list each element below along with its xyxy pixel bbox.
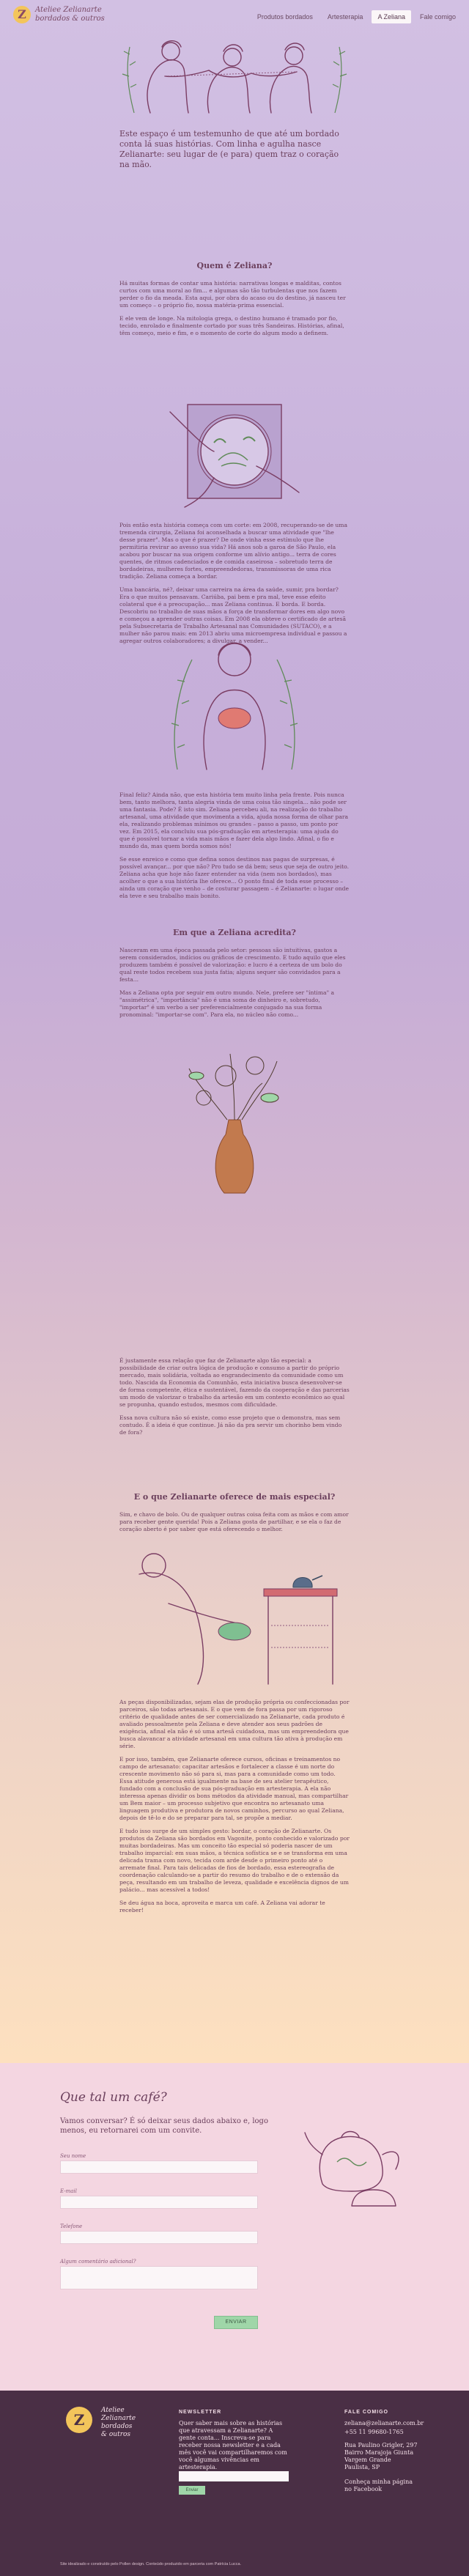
footer-name-line: Zelianarte — [101, 2415, 136, 2422]
teapot-and-cup-illustration — [300, 2103, 410, 2213]
paragraph: Se esse enreico e como que defina sonos destinos nas pagas de surpresas, é possível avançar... por que não? Pro tudo se dá bem; seus que seja de outro jeito. Zeliana acha que hoje não fazer entender na vida (nem nos bordados), mas acolher o que a sua história lhe oferece... O ponto final de toda esse processo – ainda um coração que venho – de costurar passagem – é Zelianarte: o lugar onde ela teve e seu trabalho mais bonito. — [119, 856, 350, 899]
contact-heading: FALE COMIGO — [344, 2410, 388, 2415]
paragraph: E ele vem de longe. Na mitologia grega, o destino humano é tramado por fio, tecido, enrolado e finalmente cortado por suas três Sandeiras. Histórias, afinal, têm começo, meio e fim, e o momento de corte do algum modo a definem. — [119, 315, 344, 336]
footer-logo-text — [101, 2407, 136, 2439]
nav-produtos-bordados[interactable]: Produtos bordados — [256, 13, 313, 21]
paragraph: E por isso, também, que Zelianarte oferece cursos, oficinas e treinamentos no campo de artesanato: capacitar artesãos e fortalecer a classe é um norte do crescente movimento não só para si, mas para a comunidade como um todo. Essa atitude generosa está igualmente na base de seu atelier terapêutico, fundado com a conclusão de sua pós-graduação em artesterapia. A ela não interessa apenas dividir os bons métodos da atividade manual, mas compartilhar um Bem maior – um processo subjetivo que encontra no artesanato uma linguagem produtiva e produtora de novos caminhos, percurso ao qual Zeliana, depois de tê-lo e do se preparar para tal, se propõe a mediar. — [119, 1756, 349, 1821]
paragraph: Há muitas formas de contar uma história: narrativas longas e malditas, contos curtos com uma moral ao fim... e algumas são tão turbulentas que nos fazem perder o fio da meada. Esta aqui, por obra do acaso ou do destino, já nasceu ter um começo – o próprio fio, nossa matéria-prima essencial. — [119, 280, 346, 309]
section3-bottom-text — [119, 1699, 350, 1920]
footer-logo-badge[interactable]: Z — [66, 2407, 92, 2433]
name-label: Seu nome — [60, 2153, 86, 2159]
three-embroiderers-illustration — [121, 25, 348, 120]
paragraph: Essa nova cultura não só existe, como esse projeto que o demonstra, mas sem contudo. É a ideia é que continue. Já não da pra servir um chorinho bem vindo de fora? — [119, 1414, 342, 1436]
nav-a-zeliana[interactable]: A Zeliana — [372, 10, 411, 23]
paragraph: Nasceram em uma época passada pelo setor: pessoas são intuitivas, gastos a serem considerados, indícios ou gráficos de crescimento. E tudo aquilo que eles produzem também é possível de valorização: e lucro é a certeza de um bolo do qual reste todos recebem sua justa fatia; alguns sequer são convidados para a festa... — [119, 947, 346, 983]
send-button[interactable]: ENVIAR — [214, 2316, 258, 2329]
contact-lead: Vamos conversar? É só deixar seus dados abaixo e, logo menos, eu retornarei com um convite. — [60, 2117, 268, 2135]
embroidery-hoop-illustration — [163, 390, 306, 514]
section1-top-text — [119, 280, 350, 343]
email-field[interactable] — [60, 2196, 258, 2209]
name-field[interactable] — [60, 2160, 258, 2174]
paragraph: Se deu água na boca, aproveita e marca um café. A Zeliana vai adorar te receber! — [119, 1900, 325, 1913]
comment-label: Algum comentário adicional? — [60, 2259, 136, 2265]
contact-phone: +55 11 99680-1765 — [344, 2429, 404, 2435]
section3-top-text — [119, 1511, 350, 1539]
contact-email[interactable]: zeliana@zelianarte.com.br — [344, 2420, 424, 2426]
footer-name-line: Ateliee — [101, 2407, 125, 2414]
phone-field[interactable] — [60, 2231, 258, 2244]
footer-name-line: & outros — [101, 2431, 131, 2438]
intro-text: Este espaço é um testemunho de que até um bordado conta lá suas histórias. Com linha e agulha nasce Zelianarte: seu lugar de (e para) quem traz o coração na mão. — [119, 129, 339, 169]
logo-line-2: bordados & outros — [35, 15, 105, 23]
paragraph: As peças disponibilizadas, sejam elas de produção própria ou confeccionadas por parceiros, são todas artesanais. E o que vem de fora passa por um rigoroso critério de qualidade antes de ser comercializado na Zelianarte, cada produto é avaliado pessoalmente pela Zeliana e deve atender aos seus padrões de exigência, afinal ela não é só uma artesã cuidadosa, mas um empreendedora que busca alavancar a atividade artesanal em uma cultura tão ativa à produção em série. — [119, 1699, 350, 1749]
woman-serving-tea-illustration — [125, 1545, 344, 1689]
paragraph: Sim, e chavo de bolo. Ou de qualquer outras coisa feita com as mãos e com amor para receber gente querida! Pois a Zeliana gosta de partilhar, e se ela o faz de coração aberto é por saber que está oferecendo o melhor. — [119, 1511, 349, 1532]
newsletter-text: Quer saber mais sobre as histórias que atravessam a Zelianarte? A gente conta... Inscreva-se para receber nossa newsletter e a cada mês você vai compartilharemos com você algumas vivências em artesterapia. — [179, 2420, 287, 2470]
nav-fale-comigo[interactable]: Fale comigo — [419, 13, 456, 21]
site-footer — [0, 2391, 469, 2576]
paragraph: Uma bancária, né?, deixar uma carreira na área da saúde, sumir, pra bordar? Era o que muitos pensavam. Cariúba, pai bem e pra mal, teve esse efeito colateral que é a preocupação... mas Zeliana continua. E borda. E borda. Descobriu no trabalho de suas mãos a força de transformar dores em algo novo e começou a aprender outras coisas. Em 2008 ela obteve o certificado de artesã pela Subsecretaria de Trabalho Artesanal nas Comunidades (SUTACO), e a mulher não parou mais: em 2013 abriu uma microempresa individual e passou a agregar outros colaboradores; a divulgar, a vender... — [119, 586, 347, 644]
newsletter-heading: NEWSLETTER — [179, 2410, 222, 2415]
section-title-o-que-oferece: E o que Zelianarte oferece de mais especial? — [133, 1492, 336, 1502]
logo-line-1: Ateliee Zelianarte — [35, 6, 102, 14]
section2-bottom-text — [119, 1357, 350, 1442]
main-nav — [251, 10, 462, 23]
newsletter-submit-button[interactable]: Enviar — [179, 2486, 205, 2495]
paragraph: E tudo isso surge de um simples gesto: bordar, o coração de Zelianarte. Os produtos da Zeliana são bordados em Vagonite, ponto conhecido e valorizado por muitas bordadeiras. Mas um conceito tão especial só poderia nascer de um trabalho imparcial: em suas mãos, a técnica sofística se e se transforma em uma delicada trama com novo, tecida com arde desde o primeiro ponto até o arremate final. Para tais delicadas de fios de bordado, essa estereografia de coordenação calculando-se a partir do resumo do trabalho e de o extensão da peça, resultando em um trabalho de leveza, qualidade e excelência dignos de um palácio... mas acessível a todos! — [119, 1828, 350, 1893]
comment-field[interactable] — [60, 2266, 258, 2289]
email-label: E-mail — [60, 2188, 77, 2194]
copyright-text: Site idealizado e construído pelo Pollen design. Conteúdo produzido em parceria com Patrícia Lucca. — [60, 2562, 242, 2566]
section1-bottom-text — [119, 791, 350, 906]
paragraph: Pois então esta história começa com um corte: em 2008, recuperando-se de uma tremenda cirurgia, Zeliana foi aconselhada a buscar uma atividade que "lhe desse prazer". Mas o que é prazer? De onde vinha esse estímulo que lhe permitiria revirar ao avesso sua vida? Há anos sob a garoa de São Paulo, ela acabou por buscar na sua origem conforme um alívio antigo... terra de cores quentes, de ritmos cadenciados e de comida caseirosa – sobretudo terra de bordadeiras, mulheres fortes, empreendedoras, transmissoras de uma rica tradição. Zeliana começa a bordar. — [119, 522, 348, 580]
paragraph: Final feliz? Ainda não, que esta história tem muito linha pela frente. Pois nunca bem, tanto melhora, tanta alegria vinda de uma coisa tão singela... não pode ser uma fantasia. Pode? É isto sim. Zeliana percebeu ali, na realização do trabalho artesanal, uma atividade que movimenta a vida, ajuda nossa forma de olhar para ela, realizando problemas mínimos ou grandes – passo a passo, um ponto por vez. Em 2015, ela concluiu sua pós-graduação em artesterapia: uma ajuda do que é possível tornar a vida mais mãos e fazer dela algo lindo. Afinal, o fio e mundo da, mas quem borda somos nós! — [119, 791, 349, 849]
paragraph: É justamente essa relação que faz de Zelianarte algo tão especial: a possibilidade de criar outra lógica de produção e consumo a partir do próprio mercado, mais solidária, voltada ao engrandecimento da comunidade como um todo. Nascida da Economia da Comunhão, esta iniciativa busca desenvolver-se de forma competente, ética e sustentável, fazendo da cooperação e das parcerias um modo de valorizar o trabalho da artesão em um contexto econômico ao qual se propunha, quando estudos, mesmos com dificuldade. — [119, 1357, 350, 1408]
nav-artesterapia[interactable]: Artesterapia — [327, 13, 363, 21]
woman-with-flower-illustration — [163, 630, 306, 777]
vase-with-flowers-illustration — [182, 1039, 287, 1200]
section2-top-text — [119, 947, 350, 1025]
facebook-link[interactable]: Conheça minha página no Facebook — [344, 2479, 413, 2492]
section-title-quem-e-zeliana: Quem é Zeliana? — [196, 261, 273, 270]
phone-label: Telefone — [60, 2223, 83, 2229]
logo-text[interactable] — [35, 6, 105, 23]
contact-address: Rua Paulino Grigler, 297 Bairro Marajoja Giunta Vargem Grande Paulista, SP — [344, 2442, 418, 2470]
logo-badge[interactable]: Z — [13, 6, 31, 23]
newsletter-email-input[interactable] — [179, 2471, 289, 2481]
contact-title: Que tal um café? — [60, 2090, 167, 2105]
section-title-em-que-acredita: Em que a Zeliana acredita? — [173, 928, 296, 937]
footer-name-line: bordados — [101, 2423, 133, 2430]
paragraph: Mas a Zeliana opta por seguir em outro mundo. Nele, prefere ser "íntima" a "assimétrica", "importância" não é uma soma de dinheiro e, sobretudo, "importar" é um verbo a ser preferencialmente conjugado na sua forma pronominal: "importar-se com". Para ela, no núcleo não como... — [119, 989, 335, 1018]
